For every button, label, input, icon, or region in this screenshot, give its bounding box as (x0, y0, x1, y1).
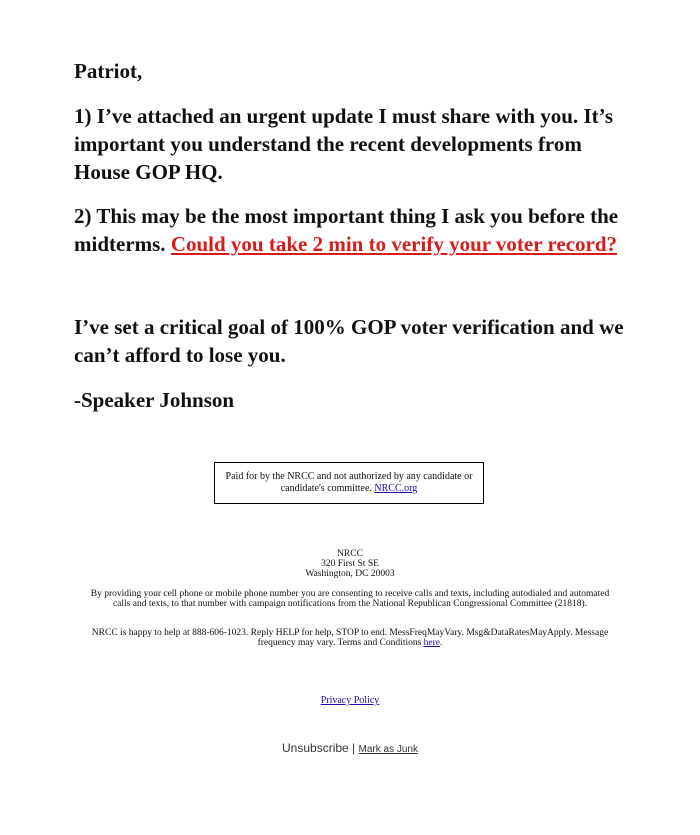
nrcc-org-link[interactable]: NRCC.org (374, 483, 418, 494)
paragraph-goal: I’ve set a critical goal of 100% GOP voter verification and we can’t afford to lose you. (74, 315, 624, 367)
paragraph-urgent-update: 1) I’ve attached an urgent update I must share with you. It’s important you understand the recent developments from House GOP HQ. (74, 104, 614, 184)
paid-for-disclaimer (214, 462, 484, 504)
privacy-row (0, 695, 700, 706)
paragraph-verify-request (74, 202, 634, 258)
help-end: . (440, 638, 443, 648)
help-text: NRCC is happy to help at 888-606-1023. Reply HELP for help, STOP to end. MessFreqMayVary. Msg&DataRatesMayApply. Message frequency may vary. Terms and Conditions (91, 628, 609, 648)
unsubscribe-link[interactable]: Unsubscribe (282, 741, 349, 755)
mark-as-junk-link[interactable]: Mark as Junk (358, 744, 418, 755)
verify-voter-record-link[interactable]: Could you take 2 min to verify your voter record? (170, 232, 618, 256)
sms-consent-text: By providing your cell phone or mobile phone number you are consenting to receive calls and texts, including autodialed and automated calls and texts, to that number with campaign notifications from the National Republican Congressional Committee (21818). (90, 589, 610, 609)
disclaimer-text: Paid for by the NRCC and not authorized by any candidate or candidate's committee. (225, 471, 473, 494)
paragraph-verify-text: 2) This may be the most important thing I ask you before the midterms. (74, 204, 619, 256)
address-street: 320 First St SE (321, 559, 379, 569)
address-city: Washington, DC 20003 (305, 569, 395, 579)
privacy-policy-link[interactable]: Privacy Policy (320, 695, 380, 706)
unsubscribe-row (0, 741, 700, 755)
mailing-address (90, 549, 610, 579)
greeting: Patriot, (74, 59, 143, 83)
terms-here-link[interactable]: here (423, 638, 441, 648)
sms-help-text (90, 628, 610, 648)
address-org: NRCC (337, 549, 363, 559)
separator: | (348, 741, 359, 755)
signature: -Speaker Johnson (74, 388, 235, 412)
